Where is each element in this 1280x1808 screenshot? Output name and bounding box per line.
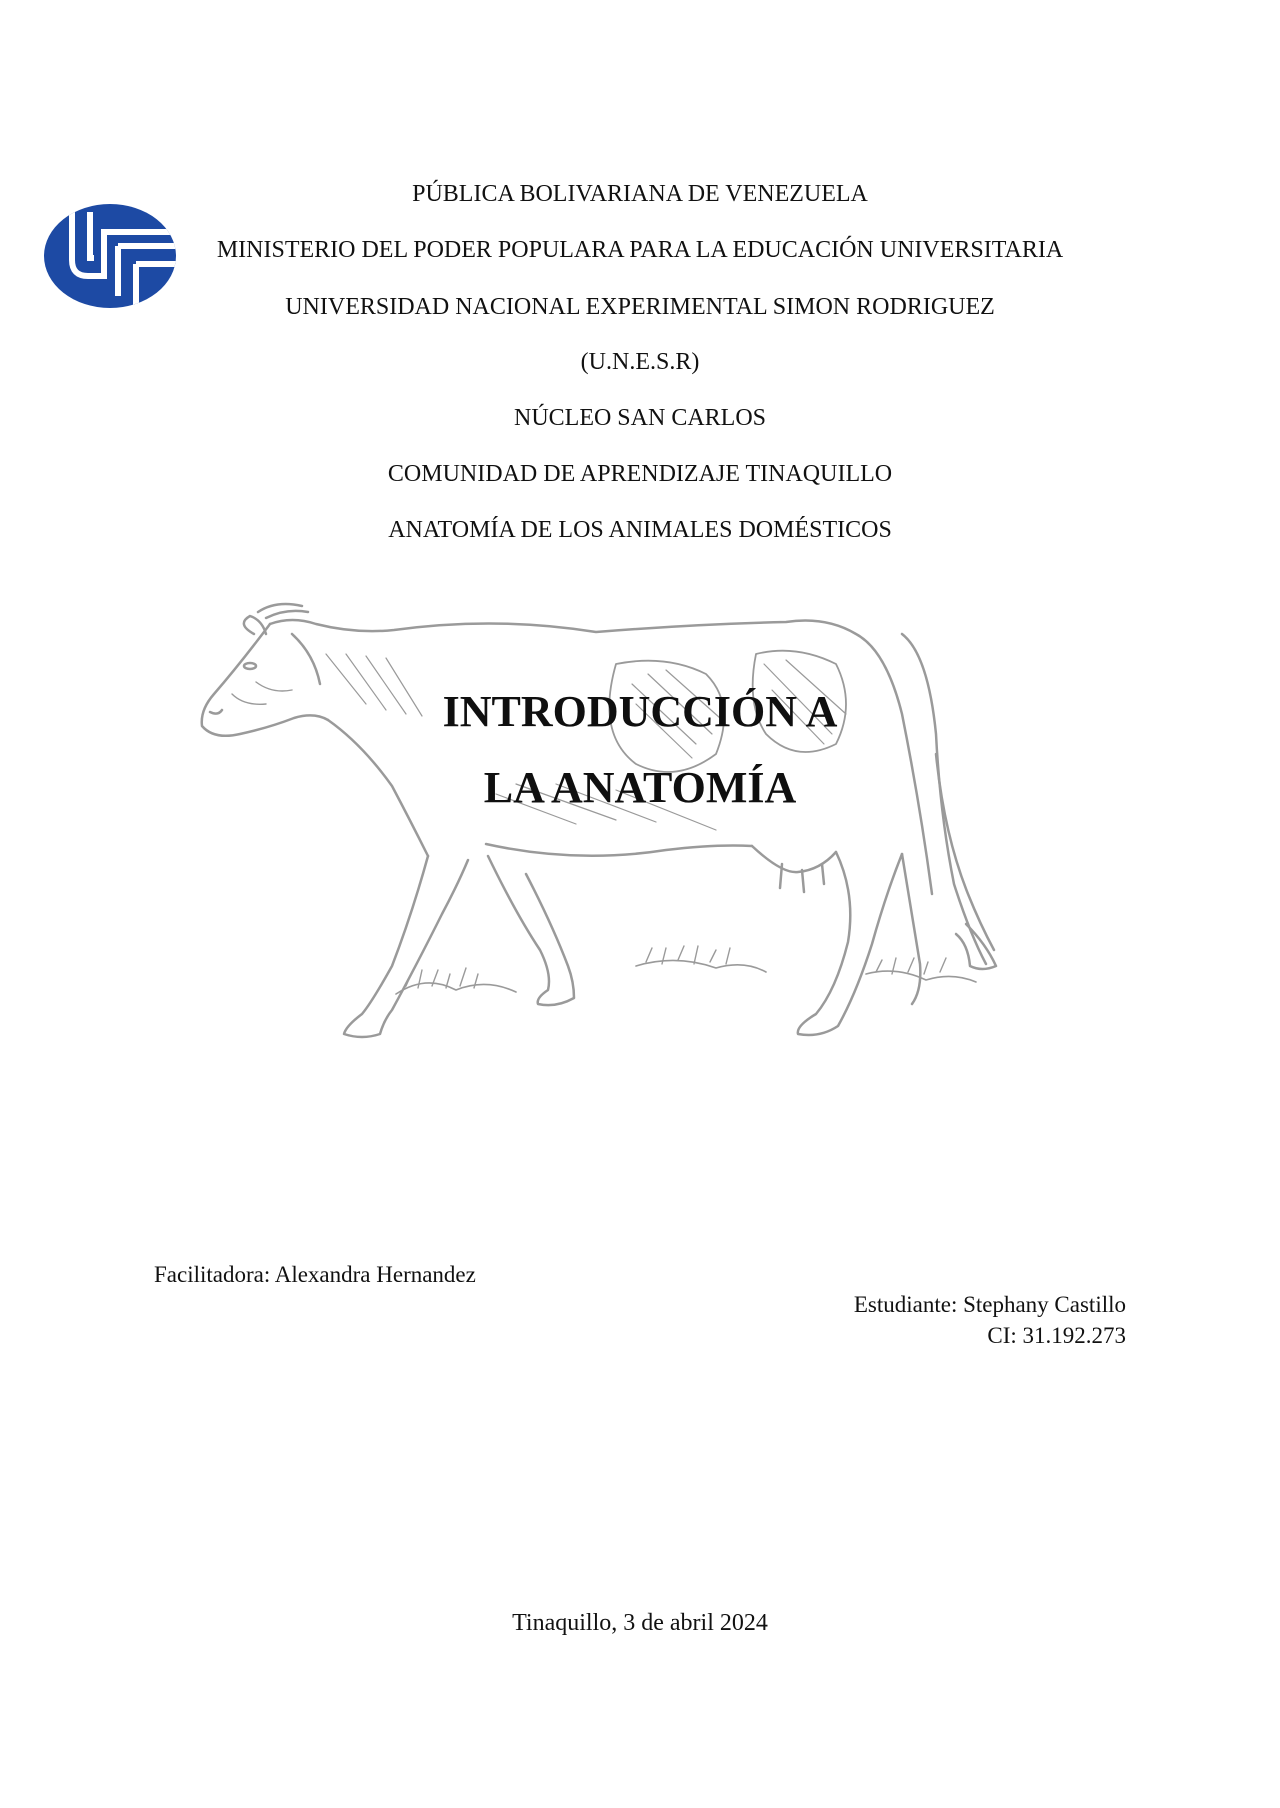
student-name: Estudiante: Stephany Castillo — [853, 1292, 1126, 1317]
header-line-course: ANATOMÍA DE LOS ANIMALES DOMÉSTICOS — [388, 517, 892, 543]
header-line-community: COMUNIDAD DE APRENDIZAJE TINAQUILLO — [387, 461, 893, 487]
header-line-university: UNIVERSIDAD NACIONAL EXPERIMENTAL SIMON RODRIGUEZ — [285, 294, 995, 320]
title-line-2: LA ANATOMÍA — [483, 763, 797, 812]
header-line-ministry: MINISTERIO DEL PODER POPULARA PARA LA EDUCACIÓN UNIVERSITARIA — [216, 237, 1064, 263]
student-id: CI: 31.192.273 — [987, 1323, 1126, 1348]
header-line-acronym: (U.N.E.S.R) — [580, 349, 700, 375]
cow-illustration-icon — [196, 594, 1044, 1056]
title-line-1: INTRODUCCIÓN A — [442, 687, 838, 736]
place-date: Tinaquillo, 3 de abril 2024 — [512, 1610, 768, 1636]
facilitator: Facilitadora: Alexandra Hernandez — [154, 1262, 476, 1287]
header-line-nucleus: NÚCLEO SAN CARLOS — [513, 405, 767, 431]
header-line-republic: PÚBLICA BOLIVARIANA DE VENEZUELA — [412, 181, 868, 207]
